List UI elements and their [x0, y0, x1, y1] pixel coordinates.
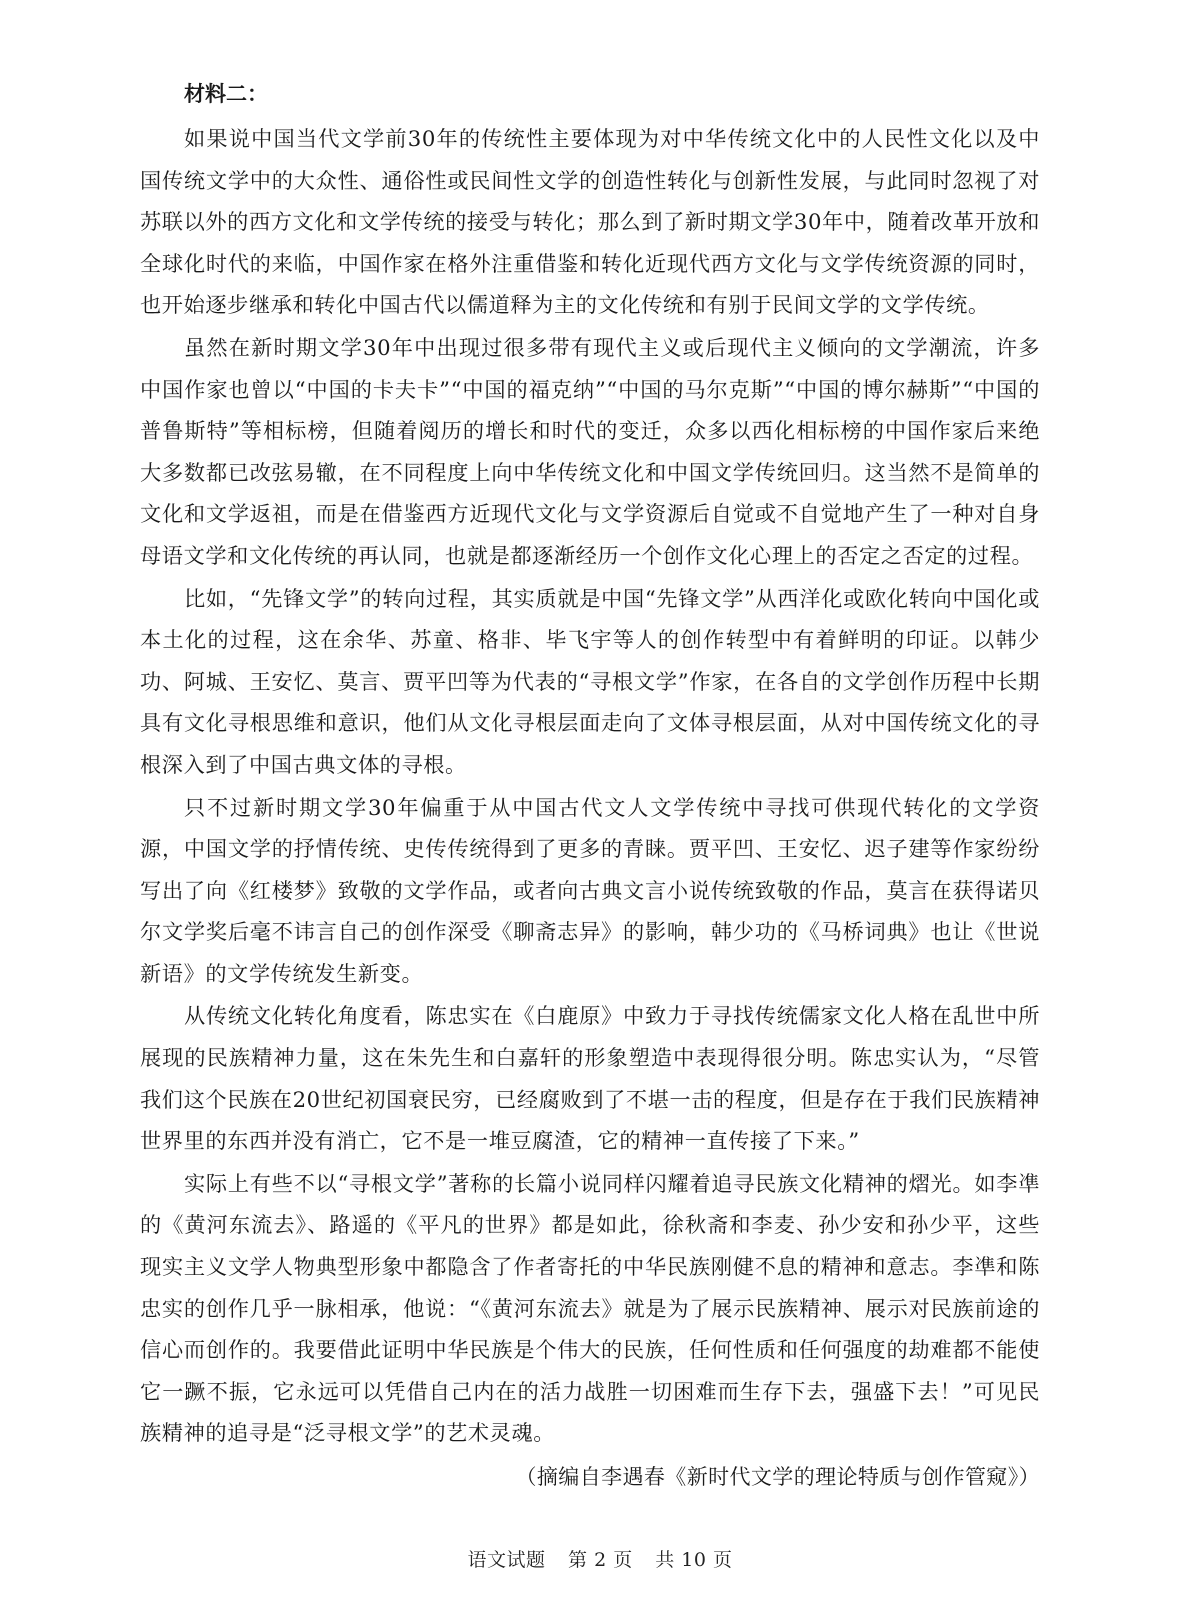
- paragraph-3: 比如，“先锋文学”的转向过程，其实质就是中国“先锋文学”从西洋化或欧化转向中国化或本土化的过程，这在余华、苏童、格非、毕飞宇等人的创作转型中有着鲜明的印证。以韩少功、阿城、王安忆、莫言、贾平凹等为代表的“寻根文学”作家，在各自的文学创作历程中长期具有文化寻根思维和意识，他们从文化寻根层面走向了文体寻根层面，从对中国传统文化的寻根深入到了中国古典文体的寻根。: [140, 585, 1040, 777]
- footer-subject: 语文试题: [467, 1549, 546, 1571]
- footer-total-pages: 共 10 页: [655, 1549, 733, 1571]
- page-footer: [0, 1545, 1200, 1572]
- source-citation: （摘编自李遇春《新时代文学的理论特质与创作管窥》）: [515, 1465, 1040, 1489]
- paragraph-2: 虽然在新时期文学30年中出现过很多带有现代主义或后现代主义倾向的文学潮流，许多中国作家也曾以“中国的卡夫卡”“中国的福克纳”“中国的马尔克斯”“中国的博尔赫斯”“中国的普鲁斯特”等相标榜，但随着阅历的增长和时代的变迁，众多以西化相标榜的中国作家后来绝大多数都已改弦易辙，在不同程度上向中华传统文化和中国文学传统回归。这当然不是简单的文化和文学返祖，而是在借鉴西方近现代文化与文学资源后自觉或不自觉地产生了一种对自身母语文学和文化传统的再认同，也就是都逐渐经历一个创作文化心理上的否定之否定的过程。: [140, 334, 1040, 568]
- section-title: 材料二：: [184, 82, 268, 106]
- footer-page-number: 第 2 页: [568, 1549, 633, 1571]
- paragraph-1: 如果说中国当代文学前30年的传统性主要体现为对中华传统文化中的人民性文化以及中国传统文学中的大众性、通俗性或民间性文学的创造性转化与创新性发展，与此同时忽视了对苏联以外的西方文化和文学传统的接受与转化；那么到了新时期文学30年中，随着改革开放和全球化时代的来临，中国作家在格外注重借鉴和转化近现代西方文化与文学传统资源的同时，也开始逐步继承和转化中国古代以儒道释为主的文化传统和有别于民间文学的文学传统。: [140, 126, 1040, 318]
- paragraph-5: 从传统文化转化角度看，陈忠实在《白鹿原》中致力于寻找传统儒家文化人格在乱世中所展现的民族精神力量，这在朱先生和白嘉轩的形象塑造中表现得很分明。陈忠实认为，“尽管我们这个民族在20世纪初国衰民穷，已经腐败到了不堪一击的程度，但是存在于我们民族精神世界里的东西并没有消亡，它不是一堆豆腐渣，它的精神一直传接了下来。”: [140, 1003, 1040, 1154]
- document-body: [140, 72, 1040, 1498]
- paragraph-4: 只不过新时期文学30年偏重于从中国古代文人文学传统中寻找可供现代转化的文学资源，中国文学的抒情传统、史传传统得到了更多的青睐。贾平凹、王安忆、迟子建等作家纷纷写出了向《红楼梦》致敬的文学作品，或者向古典文言小说传统致敬的作品，莫言在获得诺贝尔文学奖后毫不讳言自己的创作深受《聊斋志异》的影响，韩少功的《马桥词典》也让《世说新语》的文学传统发生新变。: [140, 794, 1040, 986]
- paragraph-6: 实际上有些不以“寻根文学”著称的长篇小说同样闪耀着追寻民族文化精神的熠光。如李凖的《黄河东流去》、路遥的《平凡的世界》都是如此，徐秋斋和李麦、孙少安和孙少平，这些现实主义文学人物典型形象中都隐含了作者寄托的中华民族刚健不息的精神和意志。李凖和陈忠实的创作几乎一脉相承，他说：“《黄河东流去》就是为了展示民族精神、展示对民族前途的信心而创作的。我要借此证明中华民族是个伟大的民族，任何性质和任何强度的劫难都不能使它一蹶不振，它永远可以凭借自己内在的活力战胜一切困难而生存下去，强盛下去！”可见民族精神的追寻是“泛寻根文学”的艺术灵魂。: [140, 1170, 1040, 1446]
